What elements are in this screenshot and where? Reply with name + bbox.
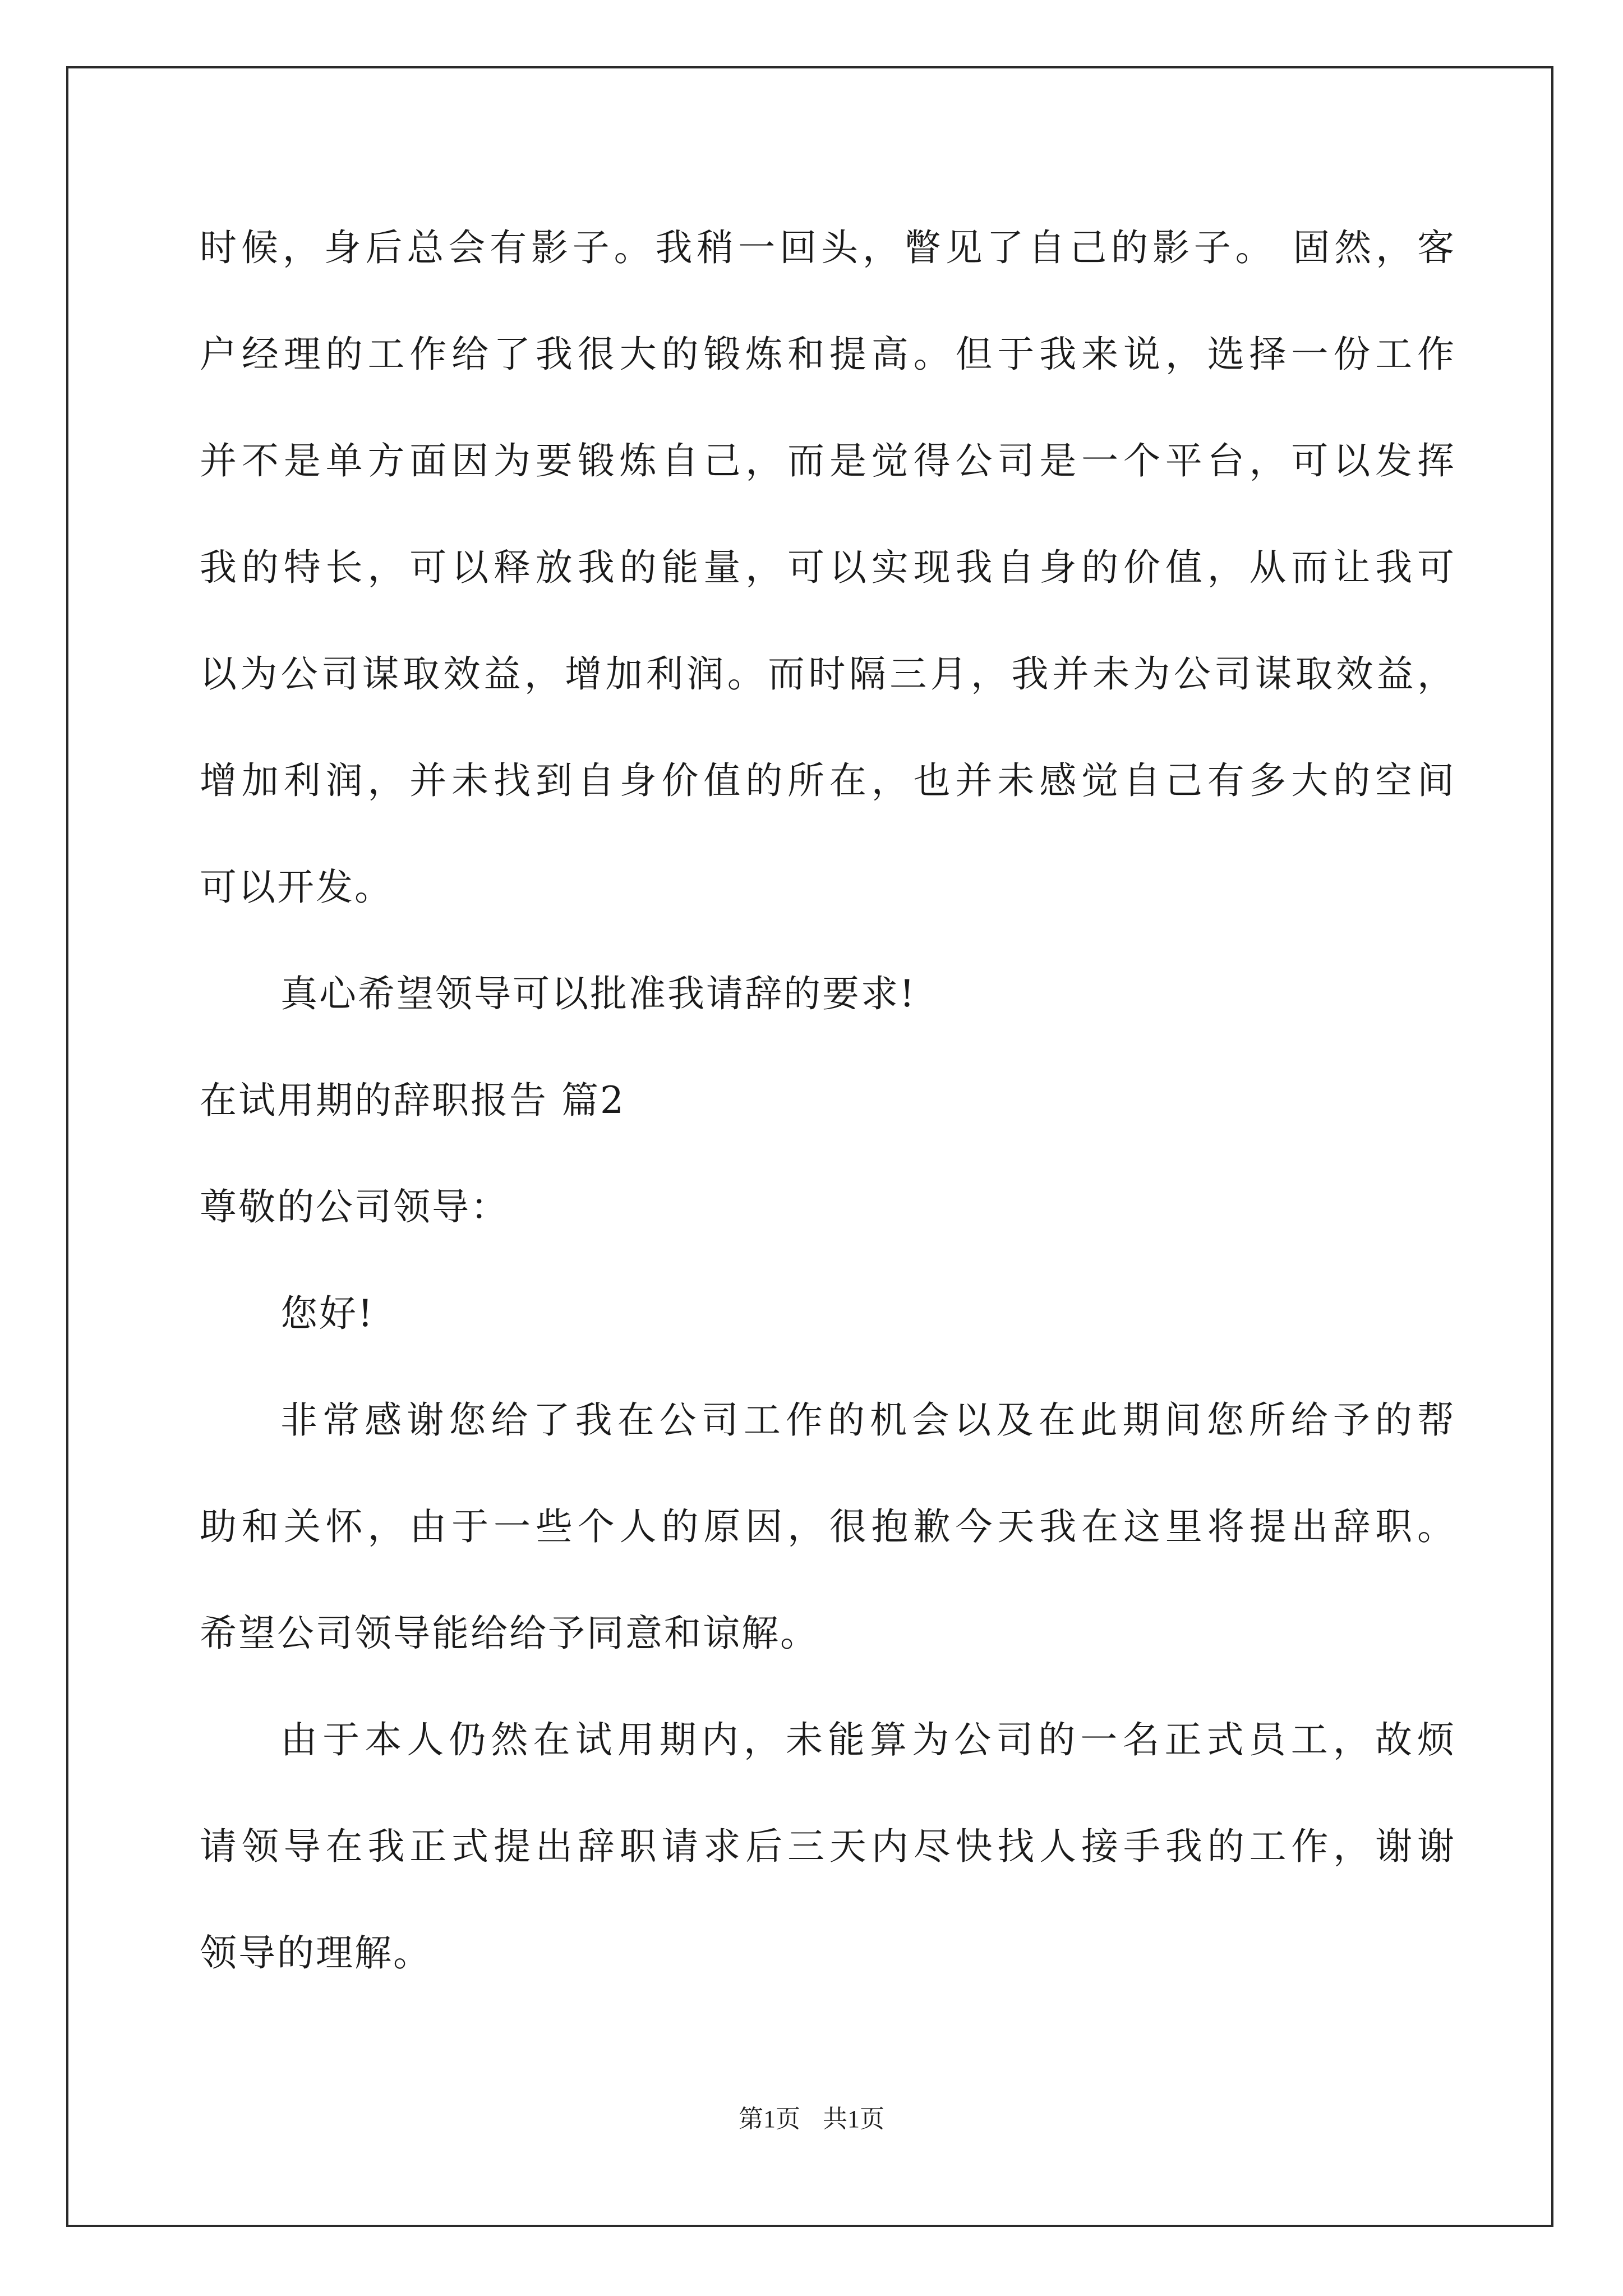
- paragraph-line: 助和关怀，由于一些个人的原因，很抱歉今天我在这里将提出辞职。: [200, 1505, 1456, 1548]
- paragraph-line: 以为公司谋取效益，增加利润。而时隔三月，我并未为公司谋取效益，: [200, 652, 1456, 696]
- closing-line: 真心希望领导可以批准我请辞的要求!: [280, 972, 916, 1015]
- paragraph-line: 户经理的工作给了我很大的锻炼和提高。但于我来说，选择一份工作: [200, 333, 1456, 376]
- paragraph-line: 并不是单方面因为要锻炼自己，而是觉得公司是一个平台，可以发挥: [200, 439, 1456, 482]
- paragraph-line: 增加利润，并未找到自身价值的所在，也并未感觉自己有多大的空间: [200, 759, 1456, 802]
- paragraph-line: 我的特长，可以释放我的能量，可以实现我自身的价值，从而让我可: [200, 546, 1456, 589]
- paragraph-line: 请领导在我正式提出辞职请求后三天内尽快找人接手我的工作，谢谢: [200, 1825, 1456, 1868]
- paragraph-line: 时候，身后总会有影子。我稍一回头，瞥见了自己的影子。 固然，客: [200, 226, 1456, 269]
- page-number: 第1页: [739, 2105, 800, 2133]
- paragraph-line: 非常感谢您给了我在公司工作的机会以及在此期间您所给予的帮: [280, 1398, 1456, 1442]
- paragraph-line: 由于本人仍然在试用期内，未能算为公司的一名正式员工，故烦: [280, 1718, 1456, 1761]
- paragraph-line: 领导的理解。: [200, 1931, 432, 1975]
- greeting: 您好!: [280, 1292, 375, 1335]
- salutation: 尊敬的公司领导：: [200, 1185, 509, 1228]
- paragraph-line: 可以开发。: [200, 866, 393, 909]
- page-footer: [0, 2102, 1623, 2136]
- paragraph-line: 希望公司领导能给给予同意和谅解。: [200, 1612, 819, 1655]
- page-total: 共1页: [823, 2105, 884, 2133]
- section-heading: 在试用期的辞职报告 篇2: [200, 1079, 625, 1122]
- page-border: [66, 66, 1553, 2227]
